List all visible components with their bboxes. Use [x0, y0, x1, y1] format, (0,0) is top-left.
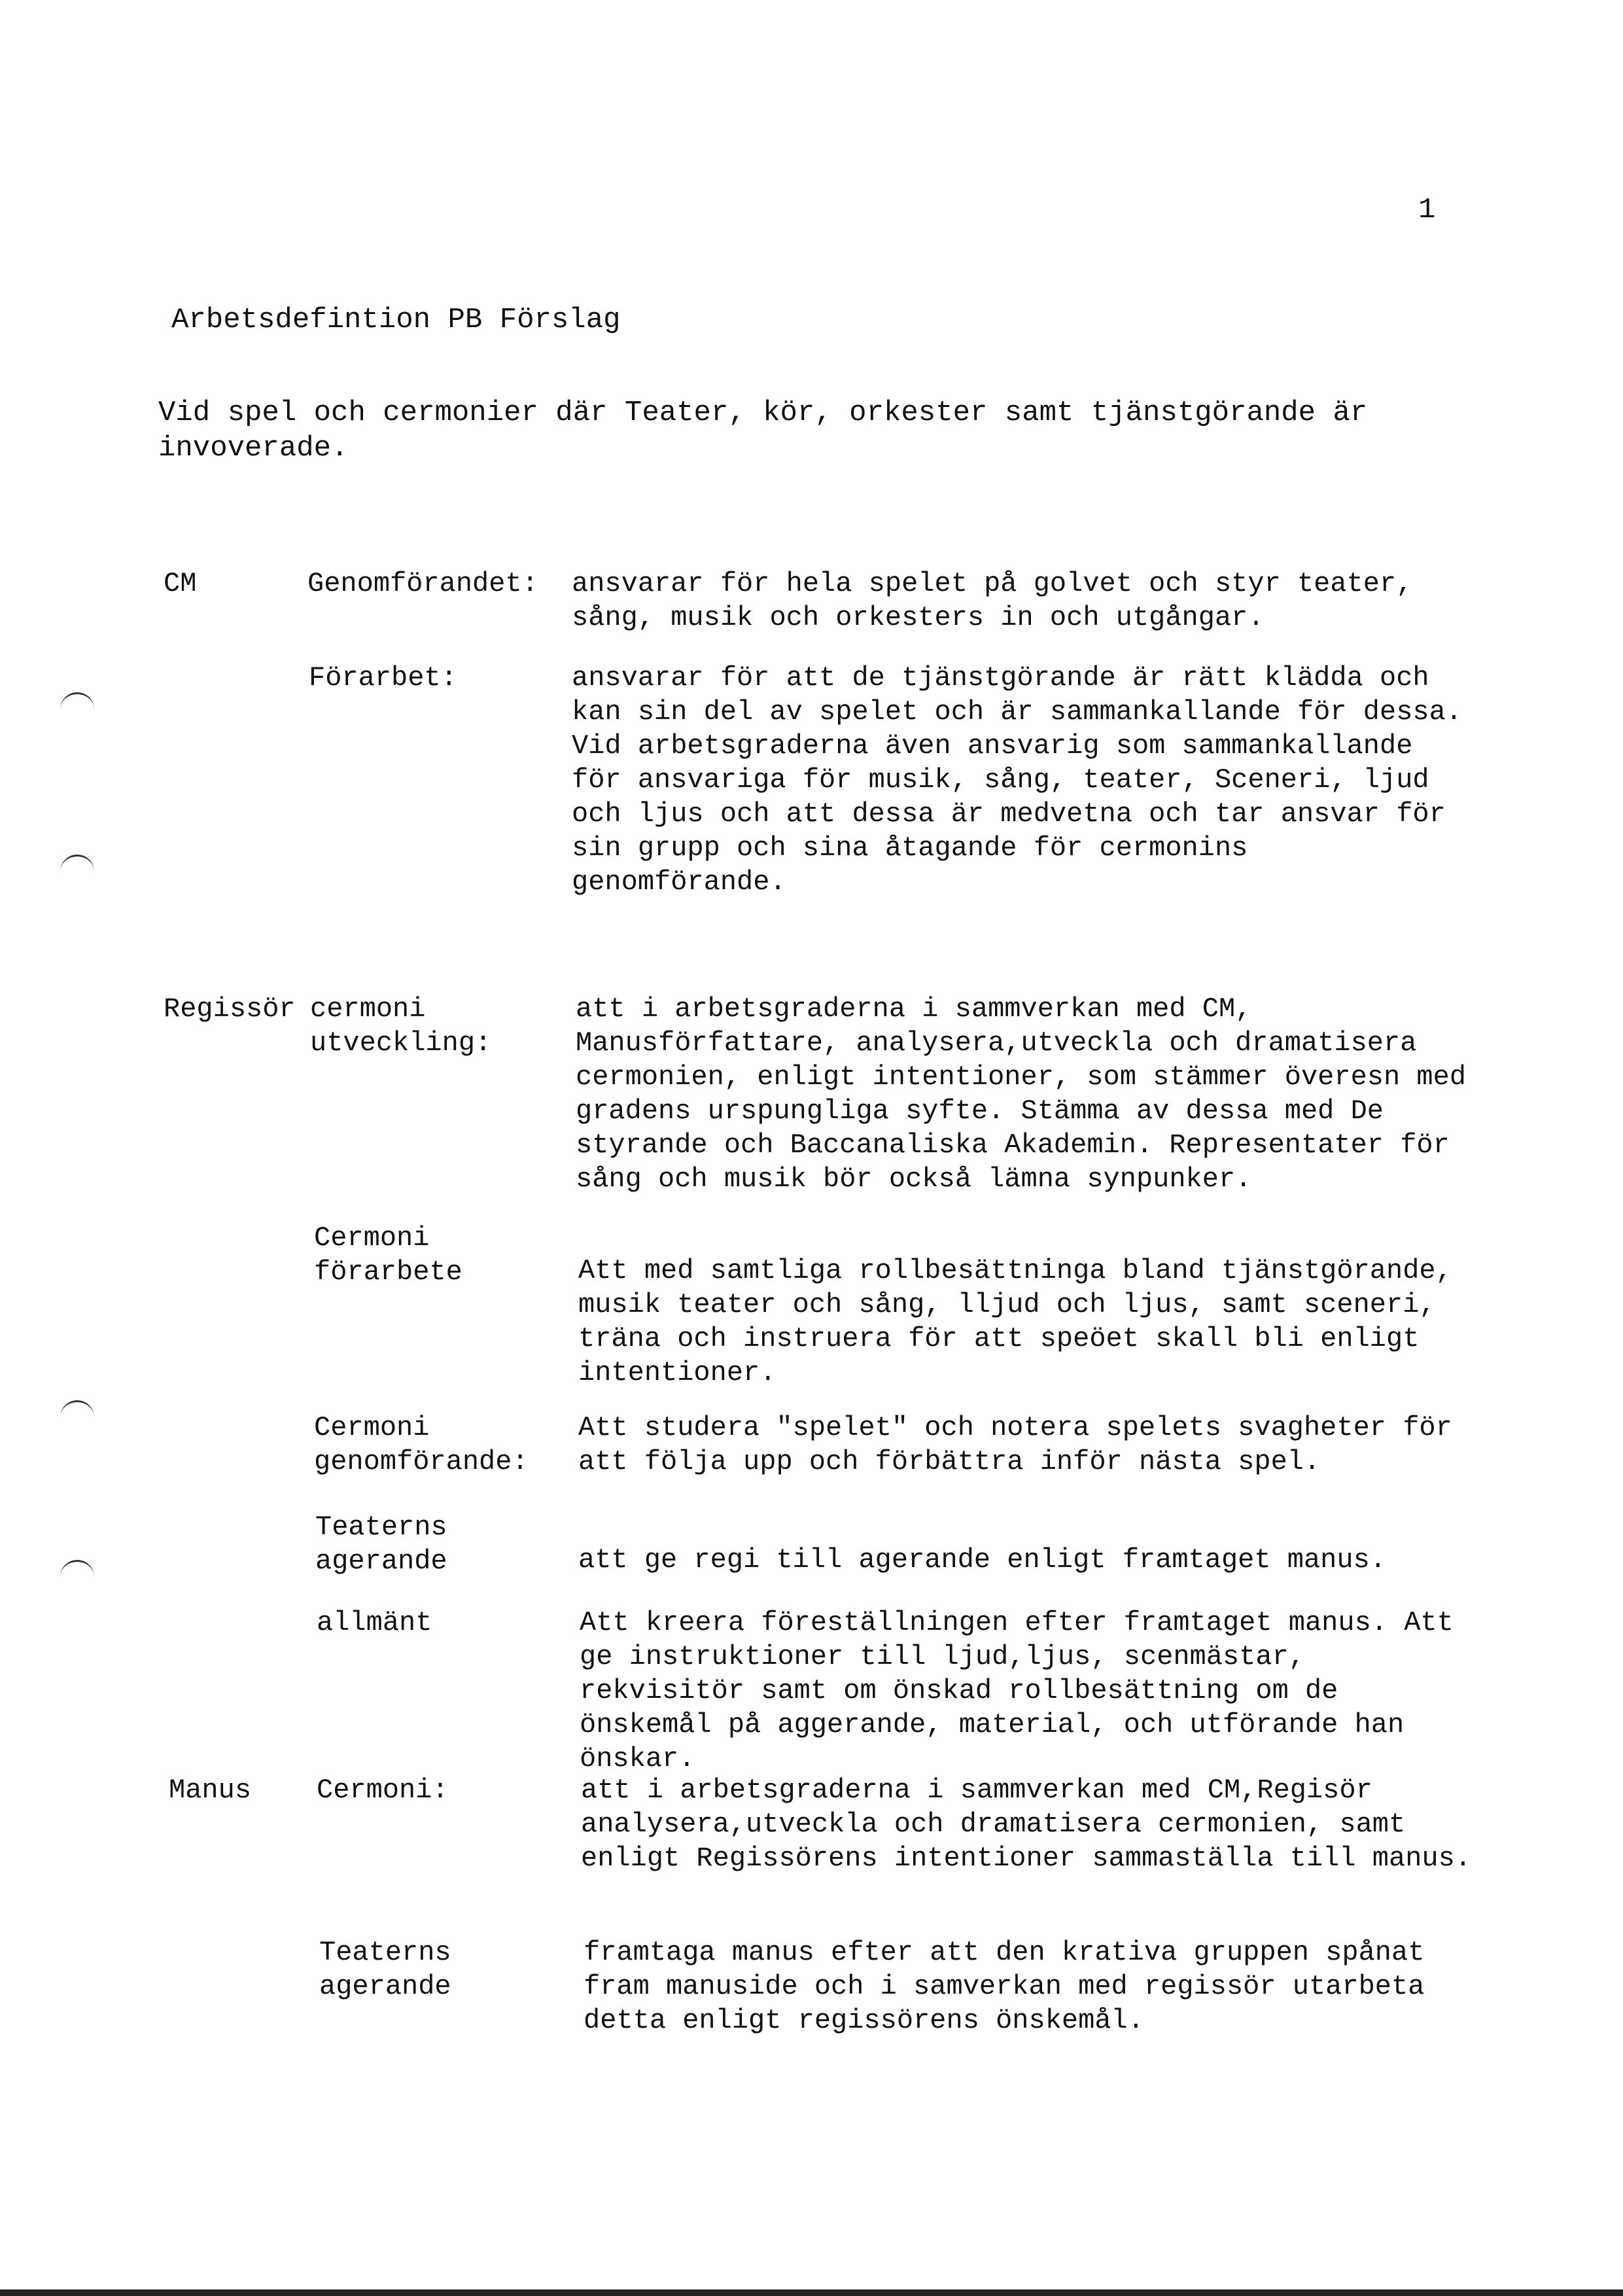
section-label: Regissör: [164, 993, 296, 1025]
punch-hole-mark: [60, 692, 94, 720]
punch-hole-mark: [60, 1560, 94, 1588]
section-label: Manus: [169, 1775, 252, 1806]
entry-text: framtaga manus efter att den krativa gruppen spånat fram manuside och i samverkan med regissör utarbeta detta enligt regissörens önskemål.: [584, 1937, 1425, 2036]
entry-text: att i arbetsgraderna i sammverkan med CM, Manusförfattare, analysera,utveckla och dramatisera cermonien, enligt intentioner, som stämmer överesn med gradens urspungliga syfte. Stämma av dessa med De styrande och Baccanaliska Akademin. Representater för sång och musik bör också lämna synpunker.: [576, 993, 1467, 1195]
entry-label: Cermoni förarbete: [314, 1222, 462, 1288]
punch-hole-mark: [60, 1400, 94, 1428]
entry-text: Att studera "spelet" och notera spelets svagheter för att följa upp och förbättra inför nästa spel.: [578, 1412, 1452, 1477]
entry-text: att i arbetsgraderna i sammverkan med CM,Regisör analysera,utveckla och dramatisera cermonien, samt enligt Regissörens intentioner sammaställa till manus.: [581, 1775, 1472, 1874]
page-number: 1: [1418, 194, 1436, 226]
section-label: CM: [164, 568, 197, 599]
entry-text: ansvarar för att de tjänstgörande är rätt klädda och kan sin del av spelet och är sammankallande för dessa. Vid arbetsgraderna även ansvarig som sammankallande för ansvariga för musik, sång, teater, Sceneri, ljud och ljus och att dessa är medvetna och tar ansvar för sin grupp och sina åtagande för cermonins genomförande.: [572, 662, 1463, 898]
entry-label: Cermoni:: [317, 1775, 449, 1806]
entry-label: Förarbet:: [309, 662, 457, 694]
entry-text: Att kreera föreställningen efter framtaget manus. Att ge instruktioner till ljud,ljus, scenmästar, rekvisitör samt om önskad rollbesättning om de önskemål på aggerande, material, och utförande han önskar.: [580, 1607, 1454, 1775]
punch-hole-mark: [60, 855, 94, 883]
entry-text: ansvarar för hela spelet på golvet och styr teater, sång, musik och orkesters in och utgångar.: [572, 568, 1413, 633]
entry-label: Genomförandet:: [307, 568, 538, 599]
entry-label: Teaterns agerande: [315, 1511, 447, 1577]
entry-label: cermoni utveckling:: [310, 993, 492, 1059]
entry-text: Att med samtliga rollbesättninga bland tjänstgörande, musik teater och sång, lljud och ljus, samt sceneri, träna och instruera för att speöet skall bli enligt intentioner.: [578, 1255, 1452, 1388]
document-title: Arbetsdefintion PB Förslag: [171, 304, 621, 336]
entry-text: att ge regi till agerande enligt framtaget manus.: [578, 1544, 1387, 1576]
intro-paragraph: Vid spel och cermonier där Teater, kör, orkester samt tjänstgörande är invoverade.: [158, 397, 1368, 465]
entry-label: allmänt: [317, 1607, 432, 1638]
page-bottom-edge: [0, 2289, 1623, 2296]
entry-label: Cermoni genomförande:: [314, 1412, 529, 1477]
entry-label: Teaterns agerande: [319, 1937, 451, 2002]
